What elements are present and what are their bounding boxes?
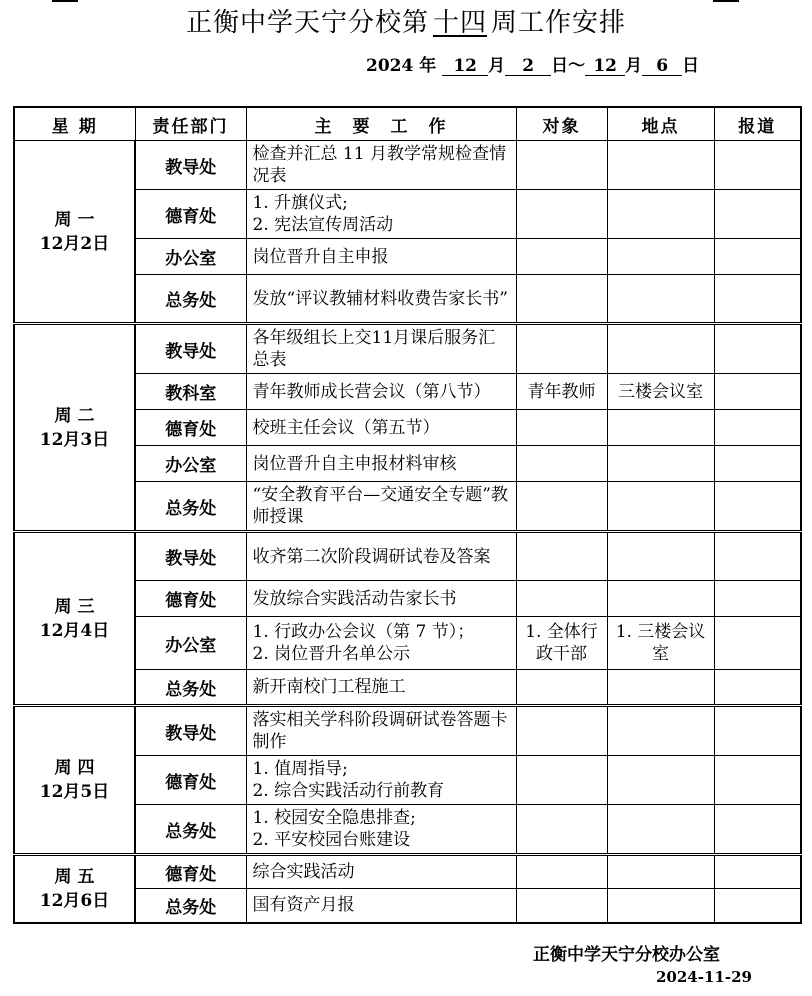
- work-line: 2. 宪法宣传周活动: [252, 215, 394, 235]
- target-cell: [516, 889, 607, 923]
- work-line: 2. 平安校园台账建设: [252, 830, 411, 850]
- signature-date: 2024-11-29: [656, 968, 752, 986]
- col-main-work: 主 要 工 作: [246, 107, 516, 141]
- top-rule-left: [52, 0, 78, 2]
- work-cell: 发放综合实践活动告家长书: [246, 581, 516, 617]
- report-cell: [714, 617, 801, 670]
- department-cell: 教导处: [135, 706, 246, 756]
- work-cell: [246, 756, 516, 805]
- header-row: [14, 107, 801, 141]
- target-cell: [516, 239, 607, 275]
- work-cell: 各年级组长上交11月课后服务汇总表: [246, 324, 516, 374]
- weekday-cell: [14, 706, 135, 855]
- report-cell: [714, 756, 801, 805]
- work-cell: [246, 805, 516, 855]
- target-cell: [516, 275, 607, 324]
- work-cell: 国有资产月报: [246, 889, 516, 923]
- place-cell: 1. 三楼会议室: [607, 617, 714, 670]
- weekday-label: 周 五: [54, 866, 95, 887]
- place-cell: [607, 446, 714, 482]
- place-cell: 三楼会议室: [607, 374, 714, 410]
- table-row: [14, 706, 801, 756]
- work-cell: 青年教师成长营会议（第八节）: [246, 374, 516, 410]
- department-cell: 办公室: [135, 617, 246, 670]
- range-separator: 日～: [551, 56, 586, 76]
- target-cell: [516, 756, 607, 805]
- end-month: 12: [585, 57, 625, 76]
- place-cell: [607, 532, 714, 581]
- report-cell: [714, 581, 801, 617]
- place-cell: [607, 141, 714, 190]
- page-title: [0, 6, 812, 40]
- report-cell: [714, 855, 801, 889]
- col-target: 对象: [516, 107, 607, 141]
- weekday-date: 12月5日: [39, 782, 110, 802]
- department-cell: 办公室: [135, 239, 246, 275]
- schedule-body: [14, 141, 801, 923]
- end-day: 6: [642, 57, 682, 76]
- department-cell: 教科室: [135, 374, 246, 410]
- col-department: 责任部门: [135, 107, 246, 141]
- report-cell: [714, 482, 801, 532]
- department-cell: 办公室: [135, 446, 246, 482]
- target-cell: [516, 410, 607, 446]
- place-cell: [607, 239, 714, 275]
- target-cell: [516, 581, 607, 617]
- table-row: [14, 532, 801, 581]
- report-cell: [714, 706, 801, 756]
- work-cell: 落实相关学科阶段调研试卷答题卡制作: [246, 706, 516, 756]
- department-cell: 教导处: [135, 141, 246, 190]
- work-cell: 收齐第二次阶段调研试卷及答案: [246, 532, 516, 581]
- weekday-cell: [14, 855, 135, 923]
- report-cell: [714, 532, 801, 581]
- place-cell: [607, 805, 714, 855]
- target-cell: [516, 482, 607, 532]
- week-number: 十四: [432, 8, 487, 38]
- work-cell: 检查并汇总 11 月教学常规检查情况表: [246, 141, 516, 190]
- department-cell: 总务处: [135, 805, 246, 855]
- report-cell: [714, 889, 801, 923]
- target-cell: [516, 670, 607, 706]
- weekday-cell: [14, 141, 135, 324]
- place-cell: [607, 855, 714, 889]
- report-cell: [714, 374, 801, 410]
- target-cell: [516, 141, 607, 190]
- work-line: 1. 升旗仪式;: [252, 193, 348, 213]
- department-cell: 德育处: [135, 410, 246, 446]
- target-cell: [516, 446, 607, 482]
- weekday-label: 周 三: [54, 596, 95, 617]
- work-cell: 校班主任会议（第五节）: [246, 410, 516, 446]
- work-line: 1. 校园安全隐患排查;: [252, 808, 416, 828]
- weekday-date: 12月3日: [39, 429, 110, 450]
- department-cell: 总务处: [135, 670, 246, 706]
- work-cell: 综合实践活动: [246, 855, 516, 889]
- table-row: [14, 324, 801, 374]
- start-month: 12: [442, 57, 488, 76]
- work-line: 1. 值周指导;: [252, 759, 348, 779]
- title-suffix: 周工作安排: [491, 8, 627, 38]
- weekday-date: 12月4日: [39, 620, 110, 641]
- department-cell: 教导处: [135, 324, 246, 374]
- work-cell: 发放“评议教辅材料收费告家长书”: [246, 275, 516, 324]
- weekday-label: 周 四: [54, 758, 95, 778]
- table-row: [14, 855, 801, 889]
- place-cell: [607, 410, 714, 446]
- place-cell: [607, 275, 714, 324]
- top-rule-right: [713, 0, 739, 2]
- work-cell: [246, 190, 516, 239]
- place-cell: [607, 670, 714, 706]
- work-cell: 岗位晋升自主申报材料审核: [246, 446, 516, 482]
- table-row: [14, 141, 801, 190]
- report-cell: [714, 239, 801, 275]
- target-cell: 1. 全体行政干部: [516, 617, 607, 670]
- month-word-1: 月: [488, 56, 506, 76]
- weekday-date: 12月6日: [39, 890, 110, 911]
- department-cell: 德育处: [135, 190, 246, 239]
- start-day: 2: [505, 57, 551, 76]
- col-place: 地点: [607, 107, 714, 141]
- month-word-2: 月: [625, 56, 643, 76]
- report-cell: [714, 410, 801, 446]
- target-cell: [516, 706, 607, 756]
- report-cell: [714, 670, 801, 706]
- signature: 正衡中学天宁分校办公室: [533, 945, 720, 965]
- work-cell: 新开南校门工程施工: [246, 670, 516, 706]
- target-cell: 青年教师: [516, 374, 607, 410]
- work-line: 2. 岗位晋升名单公示: [252, 644, 411, 664]
- day-word: 日: [682, 56, 700, 76]
- target-cell: [516, 324, 607, 374]
- report-cell: [714, 275, 801, 324]
- target-cell: [516, 805, 607, 855]
- work-cell: “安全教育平台—交通安全专题”教师授课: [246, 482, 516, 532]
- report-cell: [714, 190, 801, 239]
- weekday-label: 周 一: [54, 209, 95, 230]
- schedule-table: [13, 106, 802, 924]
- place-cell: [607, 756, 714, 805]
- work-cell: 岗位晋升自主申报: [246, 239, 516, 275]
- department-cell: 总务处: [135, 482, 246, 532]
- department-cell: 德育处: [135, 581, 246, 617]
- col-report: 报道: [714, 107, 801, 141]
- target-cell: [516, 855, 607, 889]
- target-cell: [516, 190, 607, 239]
- department-cell: 总务处: [135, 275, 246, 324]
- work-cell: [246, 617, 516, 670]
- report-cell: [714, 141, 801, 190]
- department-cell: 教导处: [135, 532, 246, 581]
- weekday-cell: [14, 532, 135, 706]
- place-cell: [607, 889, 714, 923]
- place-cell: [607, 190, 714, 239]
- year-label: 2024 年: [366, 56, 437, 76]
- place-cell: [607, 706, 714, 756]
- weekday-date: 12月2日: [39, 233, 110, 254]
- target-cell: [516, 532, 607, 581]
- department-cell: 德育处: [135, 756, 246, 805]
- work-line: 1. 行政办公会议（第 7 节）；: [252, 622, 475, 642]
- date-range: [366, 55, 699, 77]
- place-cell: [607, 482, 714, 532]
- col-weekday: 星 期: [14, 107, 135, 141]
- weekday-label: 周 二: [54, 405, 95, 426]
- work-line: 2. 综合实践活动行前教育: [252, 781, 445, 801]
- department-cell: 德育处: [135, 855, 246, 889]
- title-prefix: 正衡中学天宁分校第: [185, 8, 429, 38]
- report-cell: [714, 446, 801, 482]
- department-cell: 总务处: [135, 889, 246, 923]
- place-cell: [607, 324, 714, 374]
- report-cell: [714, 805, 801, 855]
- place-cell: [607, 581, 714, 617]
- weekday-cell: [14, 324, 135, 532]
- report-cell: [714, 324, 801, 374]
